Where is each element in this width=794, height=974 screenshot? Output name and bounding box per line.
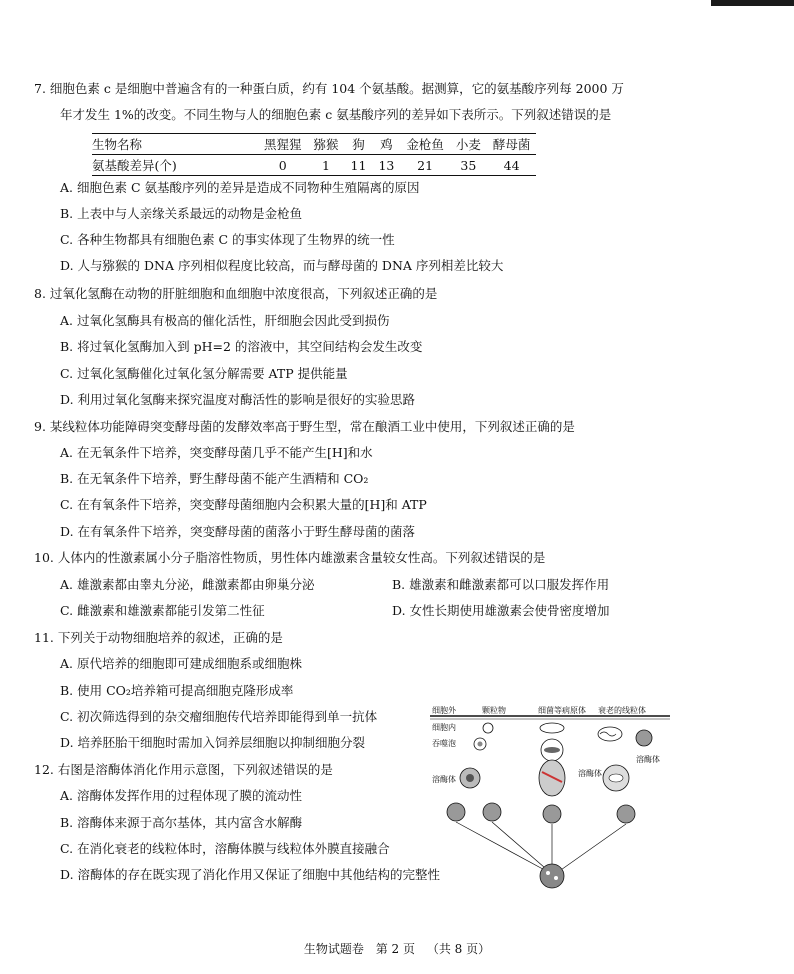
label-lysosome-right: 溶酶体 bbox=[636, 755, 660, 764]
table-cell: 13 bbox=[372, 155, 400, 176]
table-header-cell: 酵母菌 bbox=[487, 134, 537, 155]
table-cell: 35 bbox=[450, 155, 487, 176]
q10-option-b: B. 雄激素和雌激素都可以口服发挥作用 bbox=[392, 577, 610, 592]
particle-shape bbox=[483, 723, 493, 733]
q12-option-b: B. 溶酶体来源于高尔基体，其内富含水解酶 bbox=[60, 815, 303, 830]
table-header-row bbox=[92, 134, 536, 155]
table-header-cell: 猕猴 bbox=[308, 134, 345, 155]
lysosome-shape bbox=[617, 805, 635, 823]
bacterium-inside bbox=[544, 747, 560, 753]
table-header-cell: 鸡 bbox=[372, 134, 400, 155]
footer-page-number: 第 2 页 bbox=[375, 942, 415, 956]
q10-option-d: D. 女性长期使用雄激素会使骨密度增加 bbox=[392, 603, 610, 618]
q7-option-b: B. 上表中与人亲缘关系最远的动物是金枪鱼 bbox=[60, 206, 303, 221]
q7-stem-line2: 年才发生 1%的改变。不同生物与人的细胞色素 c 氨基酸序列的差异如下表所示。下列叙述错误的是 bbox=[60, 107, 612, 122]
scan-edge-bar bbox=[711, 0, 794, 6]
footer-subject: 生物试题卷 bbox=[303, 942, 364, 956]
q8-option-b: B. 将过氧化氢酶加入到 pH=2 的溶液中，其空间结构会发生改变 bbox=[60, 339, 423, 354]
lysosome-diagram bbox=[430, 706, 670, 892]
q10-option-a: A. 雄激素都由睾丸分泌，雌激素都由卵巢分泌 bbox=[60, 577, 315, 592]
golgi-body-shape bbox=[540, 864, 564, 888]
table-cell: 11 bbox=[345, 155, 373, 176]
label-lysosome-mid: 溶酶体 bbox=[578, 769, 602, 778]
q9-option-b: B. 在无氧条件下培养，野生酵母菌不能产生酒精和 CO₂ bbox=[60, 471, 369, 486]
q9-option-c: C. 在有氧条件下培养，突变酵母菌细胞内会积累大量的[H]和 ATP bbox=[60, 497, 427, 512]
table-header-cell: 金枪鱼 bbox=[400, 134, 450, 155]
arrow-line bbox=[558, 824, 626, 872]
table-cell: 氨基酸差异(个) bbox=[92, 155, 258, 176]
q12-option-a: A. 溶酶体发挥作用的过程体现了膜的流动性 bbox=[60, 788, 302, 803]
q7-table bbox=[92, 133, 536, 176]
lysosome-right-shape bbox=[636, 730, 652, 746]
golgi-detail bbox=[554, 876, 558, 880]
q8-option-a: A. 过氧化氢酶具有极高的催化活性，肝细胞会因此受到损伤 bbox=[60, 313, 390, 328]
q9-stem: 9. 某线粒体功能障碍突变酵母菌的发酵效率高于野生型，常在酿酒工业中使用，下列叙述正确的是 bbox=[34, 419, 575, 434]
label-cell-inside: 细胞内 bbox=[432, 723, 456, 732]
table-cell: 21 bbox=[400, 155, 450, 176]
q8-option-d: D. 利用过氧化氢酶来探究温度对酶活性的影响是很好的实验思路 bbox=[60, 392, 416, 407]
q11-stem: 11. 下列关于动物细胞培养的叙述，正确的是 bbox=[34, 630, 283, 645]
table-cell: 44 bbox=[487, 155, 537, 176]
q9-option-d: D. 在有氧条件下培养，突变酵母菌的菌落小于野生酵母菌的菌落 bbox=[60, 524, 416, 539]
table-header-cell: 黑猩猩 bbox=[258, 134, 308, 155]
q7-option-d: D. 人与猕猴的 DNA 序列相似程度比较高，而与酵母菌的 DNA 序列相差比较大 bbox=[60, 258, 504, 273]
vesicle-content bbox=[478, 742, 483, 747]
page-footer bbox=[0, 940, 794, 957]
q7-option-a: A. 细胞色素 C 氨基酸序列的差异是造成不同物种生殖隔离的原因 bbox=[60, 180, 420, 195]
lysosome-shape bbox=[543, 805, 561, 823]
label-lysosome-left: 溶酶体 bbox=[432, 775, 456, 784]
q7-stem-line1: 7. 细胞色素 c 是细胞中普遍含有的一种蛋白质，约有 104 个氨基酸。据测算，它的氨基酸序列每 2000 万 bbox=[34, 81, 624, 96]
lysosome-shape bbox=[483, 803, 501, 821]
q10-option-c: C. 雌激素和雄激素都能引发第二性征 bbox=[60, 603, 265, 618]
label-vesicle: 吞噬泡 bbox=[432, 739, 456, 748]
label-particle: 颗粒物 bbox=[482, 706, 506, 715]
arrow-line bbox=[456, 822, 552, 874]
arrow-line bbox=[492, 822, 552, 874]
table-cell: 1 bbox=[308, 155, 345, 176]
q9-option-a: A. 在无氧条件下培养，突变酵母菌几乎不能产生[H]和水 bbox=[60, 445, 373, 460]
mitochondrion-inside bbox=[609, 774, 623, 782]
q11-option-d: D. 培养胚胎干细胞时需加入饲养层细胞以抑制细胞分裂 bbox=[60, 735, 366, 750]
q10-stem: 10. 人体内的性激素属小分子脂溶性物质，男性体内雄激素含量较女性高。下列叙述错误的是 bbox=[34, 550, 546, 565]
q12-stem: 12. 右图是溶酶体消化作用示意图，下列叙述错误的是 bbox=[34, 762, 333, 777]
q8-option-c: C. 过氧化氢酶催化过氧化氢分解需要 ATP 提供能量 bbox=[60, 366, 348, 381]
q11-option-b: B. 使用 CO₂培养箱可提高细胞克隆形成率 bbox=[60, 683, 294, 698]
q12-option-c: C. 在消化衰老的线粒体时，溶酶体膜与线粒体外膜直接融合 bbox=[60, 841, 390, 856]
table-row bbox=[92, 155, 536, 176]
q11-option-c: C. 初次筛选得到的杂交瘤细胞传代培养即能得到单一抗体 bbox=[60, 709, 378, 724]
old-mitochondrion-shape bbox=[598, 727, 622, 741]
golgi-detail bbox=[546, 871, 550, 875]
lysosome-shape bbox=[447, 803, 465, 821]
q8-stem: 8. 过氧化氢酶在动物的肝脏细胞和血细胞中浓度很高，下列叙述正确的是 bbox=[34, 286, 438, 301]
table-cell: 0 bbox=[258, 155, 308, 176]
label-old-mitochondrion: 衰老的线粒体 bbox=[598, 706, 646, 715]
bacterium-shape bbox=[540, 723, 564, 733]
table-header-cell: 小麦 bbox=[450, 134, 487, 155]
label-cell-outside: 细胞外 bbox=[432, 706, 456, 715]
table-header-cell: 生物名称 bbox=[92, 134, 258, 155]
q12-option-d: D. 溶酶体的存在既实现了消化作用又保证了细胞中其他结构的完整性 bbox=[60, 867, 441, 882]
footer-total-pages: （共 8 页） bbox=[426, 942, 491, 956]
q11-option-a: A. 原代培养的细胞即可建成细胞系或细胞株 bbox=[60, 656, 302, 671]
lysosome-left-content bbox=[466, 774, 474, 782]
label-bacterium: 细菌等病原体 bbox=[538, 706, 586, 715]
q7-option-c: C. 各种生物都具有细胞色素 C 的事实体现了生物界的统一性 bbox=[60, 232, 395, 247]
table-header-cell: 狗 bbox=[345, 134, 373, 155]
